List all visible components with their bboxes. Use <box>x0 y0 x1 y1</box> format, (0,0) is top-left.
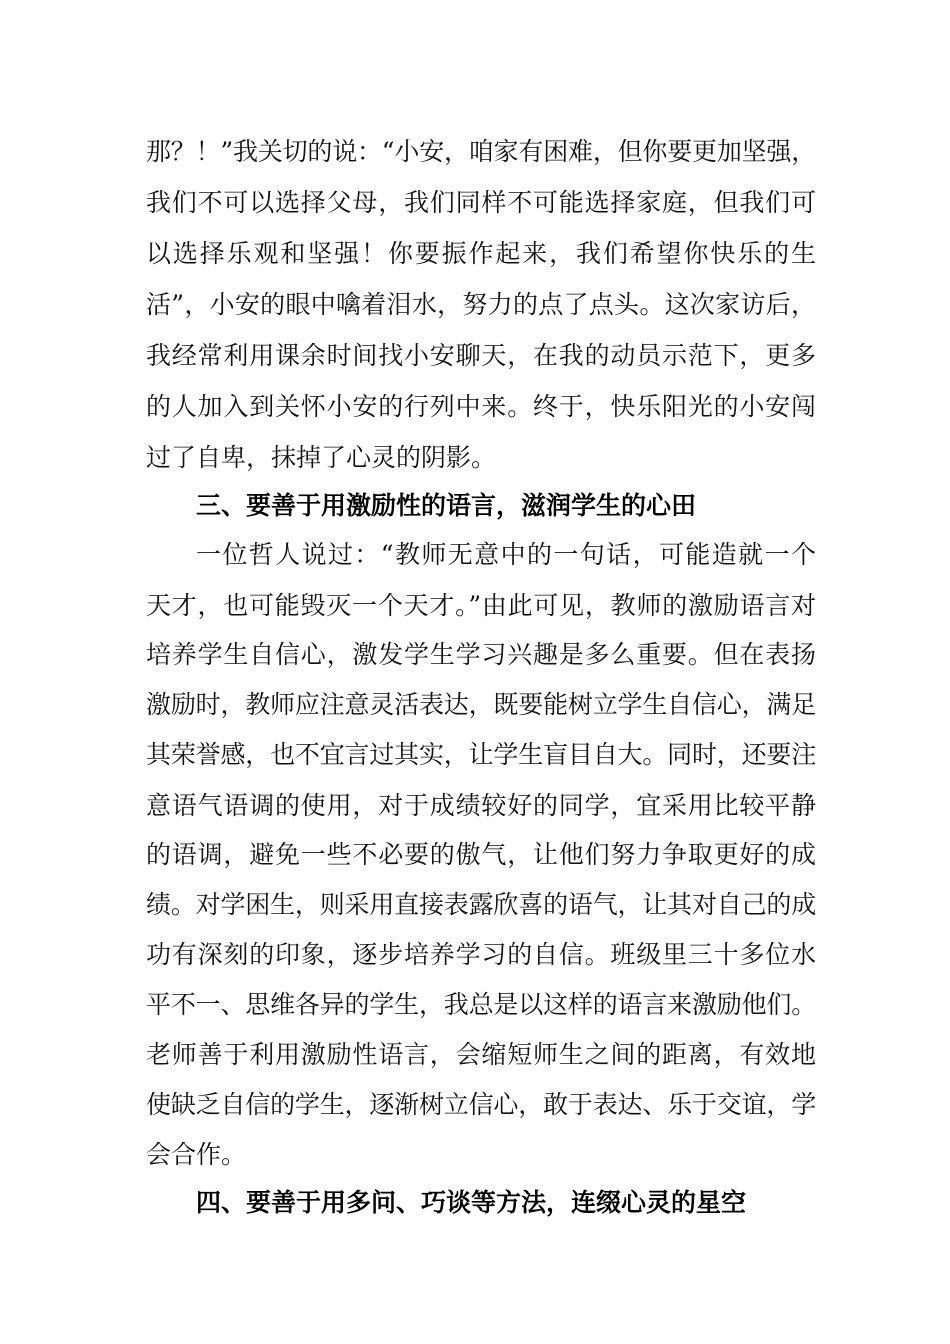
body-text-line: 老师善于利用激励性语言，会缩短师生之间的距离，有效地 <box>146 1040 816 1069</box>
body-text-line: 我经常利用课余时间找小安聊天，在我的动员示范下，更多 <box>146 341 816 370</box>
body-text-line: 活”，小安的眼中噙着泪水，努力的点了点头。这次家访后， <box>146 290 816 319</box>
body-text-line: 激励时，教师应注意灵活表达，既要能树立学生自信心，满足 <box>146 690 816 719</box>
section-heading-3: 三、要善于用激励性的语言，滋润学生的心田 <box>196 491 697 520</box>
body-text-line: 培养学生自信心，激发学生学习兴趣是多么重要。但在表扬 <box>146 640 816 669</box>
body-text-line: 以选择乐观和坚强！你要振作起来，我们希望你快乐的生 <box>146 239 816 268</box>
body-text-line: 使缺乏自信的学生，逐渐树立信心，敢于表达、乐于交谊，学 <box>146 1090 816 1119</box>
body-text-line: 的人加入到关怀小安的行列中来。终于，快乐阳光的小安闯 <box>146 392 816 421</box>
paragraph-first-line: 一位哲人说过：“教师无意中的一句话，可能造就一个 <box>196 540 816 569</box>
body-text-line: 的语调，避免一些不必要的傲气，让他们努力争取更好的成 <box>146 840 816 869</box>
body-text-line: 那？！”我关切的说：“小安，咱家有困难，但你要更加坚强， <box>146 137 816 166</box>
body-text-line: 会合作。 <box>146 1140 247 1169</box>
body-text-line: 天才，也可能毁灭一个天才。”由此可见，教师的激励语言对 <box>146 591 816 620</box>
body-text-line: 平不一、思维各异的学生，我总是以这样的语言来激励他们。 <box>146 990 816 1019</box>
body-text-line: 绩。对学困生，则采用直接表露欣喜的语气，让其对自己的成 <box>146 890 816 919</box>
body-text-line: 其荣誉感，也不宜言过其实，让学生盲目自大。同时，还要注 <box>146 740 816 769</box>
body-text-line: 过了自卑，抹掉了心灵的阴影。 <box>146 443 497 472</box>
body-text-line: 意语气语调的使用，对于成绩较好的同学，宜采用比较平静 <box>146 791 816 820</box>
body-text-line: 功有深刻的印象，逐步培养学习的自信。班级里三十多位水 <box>146 940 816 969</box>
section-heading-4: 四、要善于用多问、巧谈等方法，连缀心灵的星空 <box>196 1188 747 1217</box>
body-text-line: 我们不可以选择父母，我们同样不可能选择家庭，但我们可 <box>146 188 816 217</box>
